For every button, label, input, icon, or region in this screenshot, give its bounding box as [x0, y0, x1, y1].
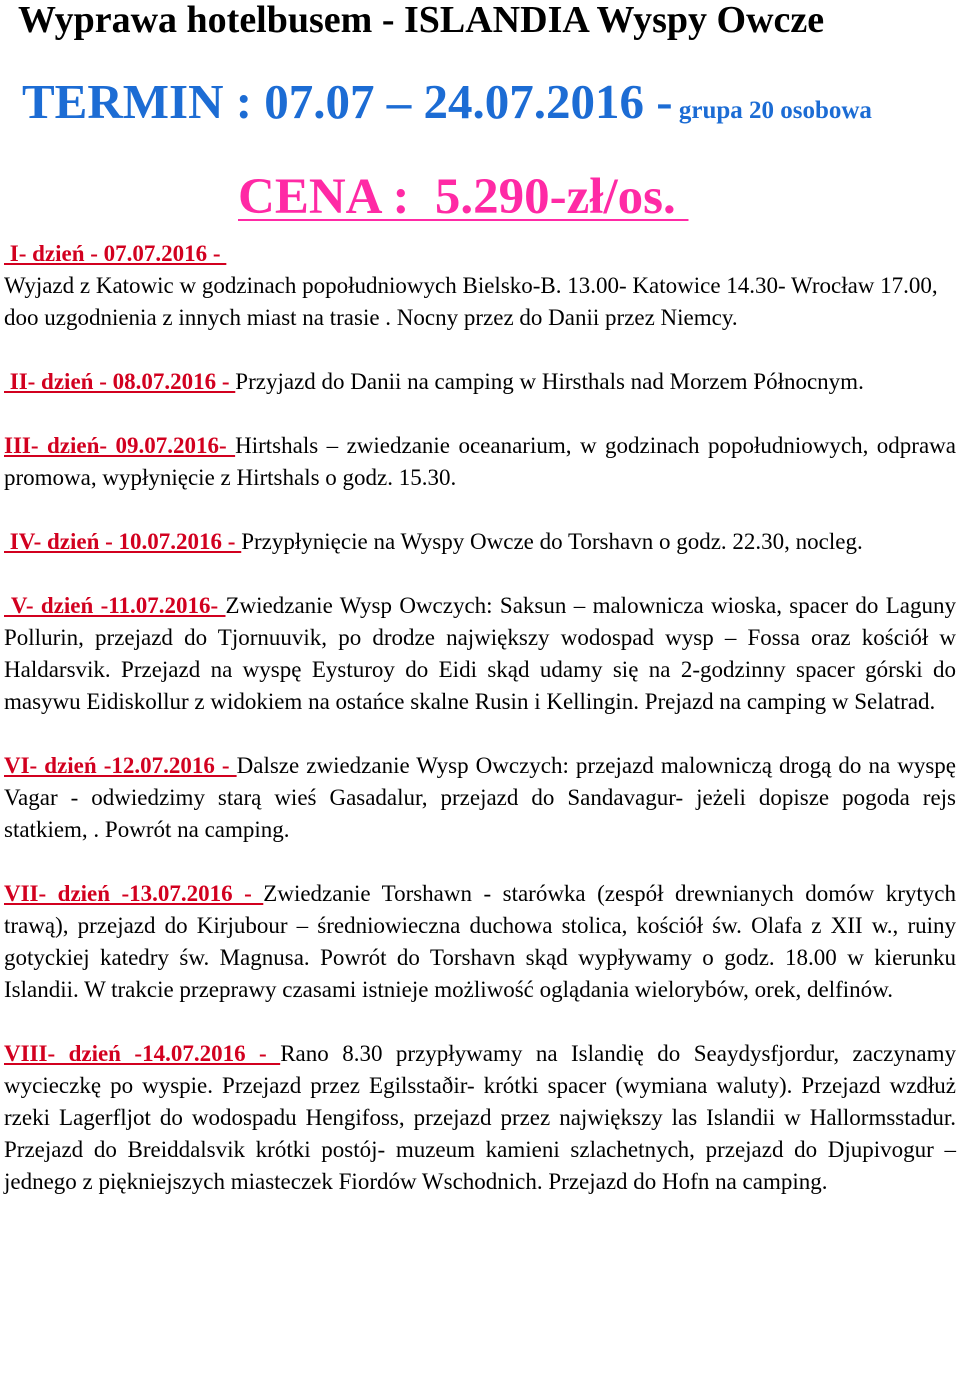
trip-dates: [22, 74, 956, 142]
day-4-heading: IV- dzień - 10.07.2016 -: [4, 529, 242, 554]
day-7-heading: VII- dzień -13.07.2016 -: [4, 881, 264, 906]
day-7-text: Zwiedzanie Torshawn - starówka (zespół drewnianych domów krytych trawą), przejazd do Kirjubour – średniowieczna duchowa stolica, kościół św. Olafa z XII w., ruiny gotyckiej katedry św. Magnusa. Powrót do Torshavn skąd wypływamy o godz. 18.00 w kierunku Islandii. W trakcie przeprawy czasami istnieje możliwość oglądania wielorybów, orek, delfinów.: [4, 881, 957, 1002]
group-size: grupa 20 osobowa: [672, 97, 872, 124]
day-3: [4, 430, 956, 494]
day-5-text: Zwiedzanie Wysp Owczych: Saksun – malownicza wioska, spacer do Laguny Pollurin, przejazd do Tjornuuvik, po drodze największy wodospad wysp – Fossa oraz kościół w Haldarsvik. Przejazd na wyspę Eysturoy do Eidi skąd udamy się na 2-godzinny spacer górski do masywu Eidiskollur z widokiem na ostańce skalne Rusin i Kellingin. Prejazd na camping w Selatrad.: [4, 593, 956, 714]
trip-price: CENA : 5.290-zł/os.: [238, 169, 689, 225]
day-6: [4, 750, 956, 846]
day-5: [4, 590, 956, 718]
day-1-heading: I- dzień - 07.07.2016 -: [4, 241, 227, 266]
day-8-heading: VIII- dzień -14.07.2016 -: [4, 1041, 281, 1066]
day-2-heading: II- dzień - 08.07.2016 -: [4, 369, 236, 394]
day-3-heading: III- dzień- 09.07.2016-: [4, 433, 236, 458]
day-3-text: Hirtshals – zwiedzanie oceanarium, w godzinach popołudniowych, odprawa promowa, wypłynięcie z Hirtshals o godz. 15.30.: [4, 433, 956, 490]
day-1: [4, 238, 956, 334]
day-2-text: Przyjazd do Danii na camping w Hirsthals nad Morzem Północnym.: [235, 369, 864, 394]
document-title: Wyprawa hotelbusem - ISLANDIA Wyspy Owcze: [18, 0, 825, 41]
day-6-text: Dalsze zwiedzanie Wysp Owczych: przejazd malowniczą drogą do na wyspę Vagar - odwiedzimy starą wieś Gasadalur, przejazd do Sandavagur- jeżeli dopisze pogoda rejs statkiem, . Powrót na camping.: [4, 753, 956, 842]
trip-dates-label: TERMIN : 07.07 – 24.07.2016 -: [22, 74, 673, 129]
day-1-text: Wyjazd z Katowic w godzinach popołudniowych Bielsko-B. 13.00- Katowice 14.30- Wrocław 17.00, doo uzgodnienia z innych miast na trasie . Nocny przez do Danii przez Niemcy.: [4, 273, 938, 330]
day-7: [4, 878, 956, 1006]
day-2: [4, 366, 956, 398]
day-8: [4, 1038, 956, 1198]
day-6-heading: VI- dzień -12.07.2016 -: [4, 753, 237, 778]
day-4-text: Przypłynięcie na Wyspy Owcze do Torshavn o godz. 22.30, nocleg.: [241, 529, 863, 554]
day-5-heading: V- dzień -11.07.2016-: [4, 593, 226, 618]
day-4: [4, 526, 956, 558]
day-8-text: Rano 8.30 przypływamy na Islandię do Seaydysfjordur, zaczynamy wycieczkę po wyspie. Przejazd przez Egilsstaðir- krótki spacer (wymiana waluty). Przejazd wzdłuż rzeki Lagerfljot do wodospadu Hengifoss, przejazd przez największy las Islandii w Hallormsstadur. Przejazd do Breiddalsvik krótki postój- muzeum kamieni szlachetnych, przejazd do Djupivogur – jednego z piękniejszych miasteczek Fiordów Wschodnich. Przejazd do Hofn na camping.: [4, 1041, 956, 1194]
